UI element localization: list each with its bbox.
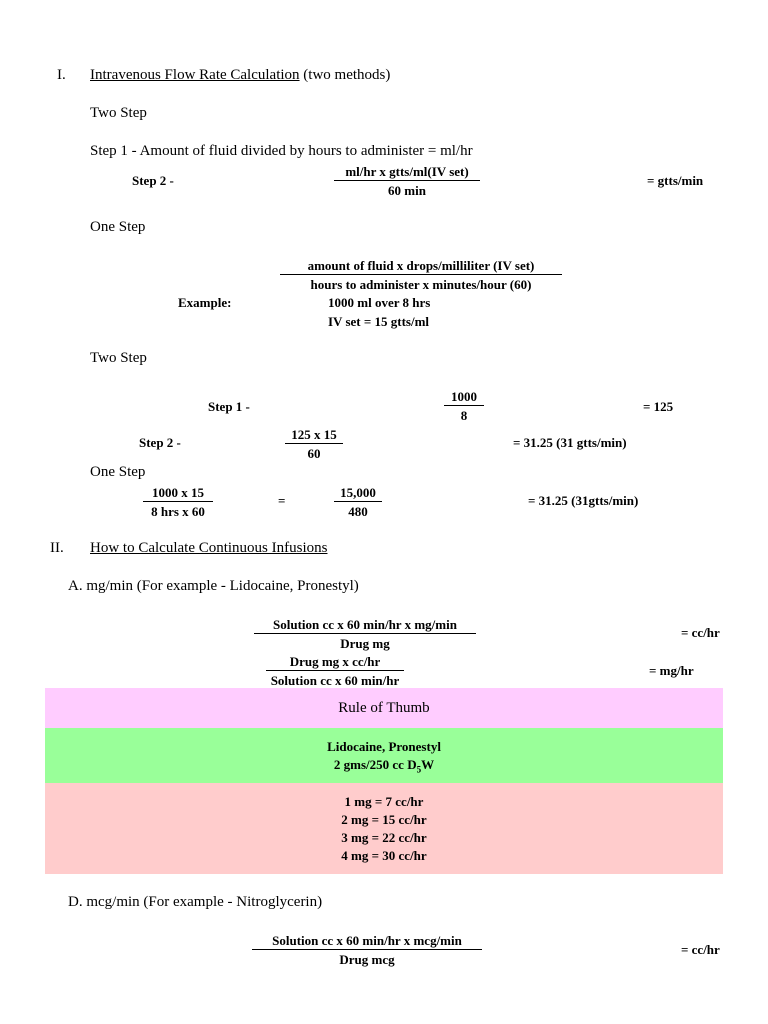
example-one-step-numerator: 1000 x 15	[143, 486, 213, 502]
one-step-label: One Step	[90, 219, 146, 235]
rule-concentration-main: 2 gms/250 cc D	[333, 757, 417, 772]
section-1-numeral: I.	[57, 67, 66, 83]
example-one-step-fraction	[143, 486, 213, 518]
rule-concentration-subscript: 5	[416, 764, 422, 775]
d-formula	[252, 934, 482, 966]
rule-value-line: 4 mg = 30 cc/hr	[341, 848, 427, 863]
example-step-2-result: = 31.25 (31 gtts/min)	[513, 435, 627, 450]
a-formula-1-numerator: Solution cc x 60 min/hr x mg/min	[254, 618, 476, 634]
a-formula-2-denominator: Solution cc x 60 min/hr	[270, 673, 400, 688]
rule-value-line: 1 mg = 7 cc/hr	[344, 794, 424, 809]
example-one-step-numerator-2: 15,000	[334, 486, 382, 502]
step-2-label: Step 2 -	[132, 173, 174, 188]
rule-of-thumb-values-band	[45, 783, 723, 874]
rule-value-line: 2 mg = 15 cc/hr	[341, 812, 427, 827]
example-step-2-numerator: 125 x 15	[285, 428, 343, 444]
rule-of-thumb-title: Rule of Thumb	[338, 700, 430, 716]
example-step-2-label: Step 2 -	[139, 435, 181, 450]
example-one-step-denominator-2: 480	[348, 504, 368, 519]
section-1-title-suffix: (two methods)	[299, 67, 391, 83]
d-formula-result: = cc/hr	[681, 942, 720, 957]
rule-concentration-tail: W	[421, 757, 435, 772]
subsection-d-title: D. mcg/min (For example - Nitroglycerin)	[68, 894, 323, 910]
example-two-step-label: Two Step	[90, 350, 147, 366]
rule-of-thumb-drug-band	[45, 728, 723, 783]
example-one-step-result: = 31.25 (31gtts/min)	[528, 493, 639, 508]
example-step-1-denominator: 8	[460, 408, 468, 423]
rule-value-line: 3 mg = 22 cc/hr	[341, 830, 427, 845]
d-formula-numerator: Solution cc x 60 min/hr x mcg/min	[252, 934, 482, 950]
a-formula-2	[260, 655, 410, 687]
a-formula-1-denominator: Drug mg	[340, 636, 390, 651]
example-line-1: 1000 ml over 8 hrs	[328, 295, 431, 310]
rule-of-thumb-title-band	[45, 688, 723, 728]
section-2-numeral: II.	[50, 540, 64, 556]
step-2-denominator: 60 min	[388, 183, 426, 198]
example-line-2: IV set = 15 gtts/ml	[328, 314, 430, 329]
step-2-result: = gtts/min	[647, 173, 704, 188]
one-step-denominator: hours to administer x minutes/hour (60)	[310, 277, 532, 292]
step-2-fraction	[334, 165, 480, 197]
subsection-a-title: A. mg/min (For example - Lidocaine, Pronestyl)	[68, 578, 359, 594]
example-one-step-equals: =	[278, 493, 286, 508]
one-step-numerator: amount of fluid x drops/milliliter (IV set)	[280, 259, 562, 275]
two-step-label: Two Step	[90, 105, 147, 121]
rule-concentration	[45, 756, 723, 779]
example-one-step-label: One Step	[90, 464, 146, 480]
example-step-1-numerator: 1000	[444, 390, 484, 406]
rule-drugs: Lidocaine, Pronestyl	[327, 739, 441, 754]
example-step-2-fraction	[285, 428, 343, 460]
a-formula-1-result: = cc/hr	[681, 625, 720, 640]
section-2-title: How to Calculate Continuous Infusions	[90, 540, 328, 556]
example-step-2-denominator: 60	[307, 446, 321, 461]
example-step-1-fraction	[444, 390, 484, 422]
example-step-1-result: = 125	[643, 399, 674, 414]
a-formula-2-result: = mg/hr	[649, 663, 694, 678]
one-step-fraction	[280, 259, 562, 291]
example-label: Example:	[178, 295, 232, 310]
a-formula-1	[254, 618, 476, 650]
example-one-step-fraction-2	[334, 486, 382, 518]
example-step-1-label: Step 1 -	[208, 399, 250, 414]
step-1-text: Step 1 - Amount of fluid divided by hours to administer = ml/hr	[90, 143, 473, 159]
example-one-step-denominator: 8 hrs x 60	[151, 504, 205, 519]
section-1-heading	[90, 68, 390, 83]
a-formula-2-numerator: Drug mg x cc/hr	[266, 655, 404, 671]
d-formula-denominator: Drug mcg	[339, 952, 395, 967]
step-2-numerator: ml/hr x gtts/ml(IV set)	[334, 165, 480, 181]
section-1-title: Intravenous Flow Rate Calculation	[90, 67, 300, 83]
